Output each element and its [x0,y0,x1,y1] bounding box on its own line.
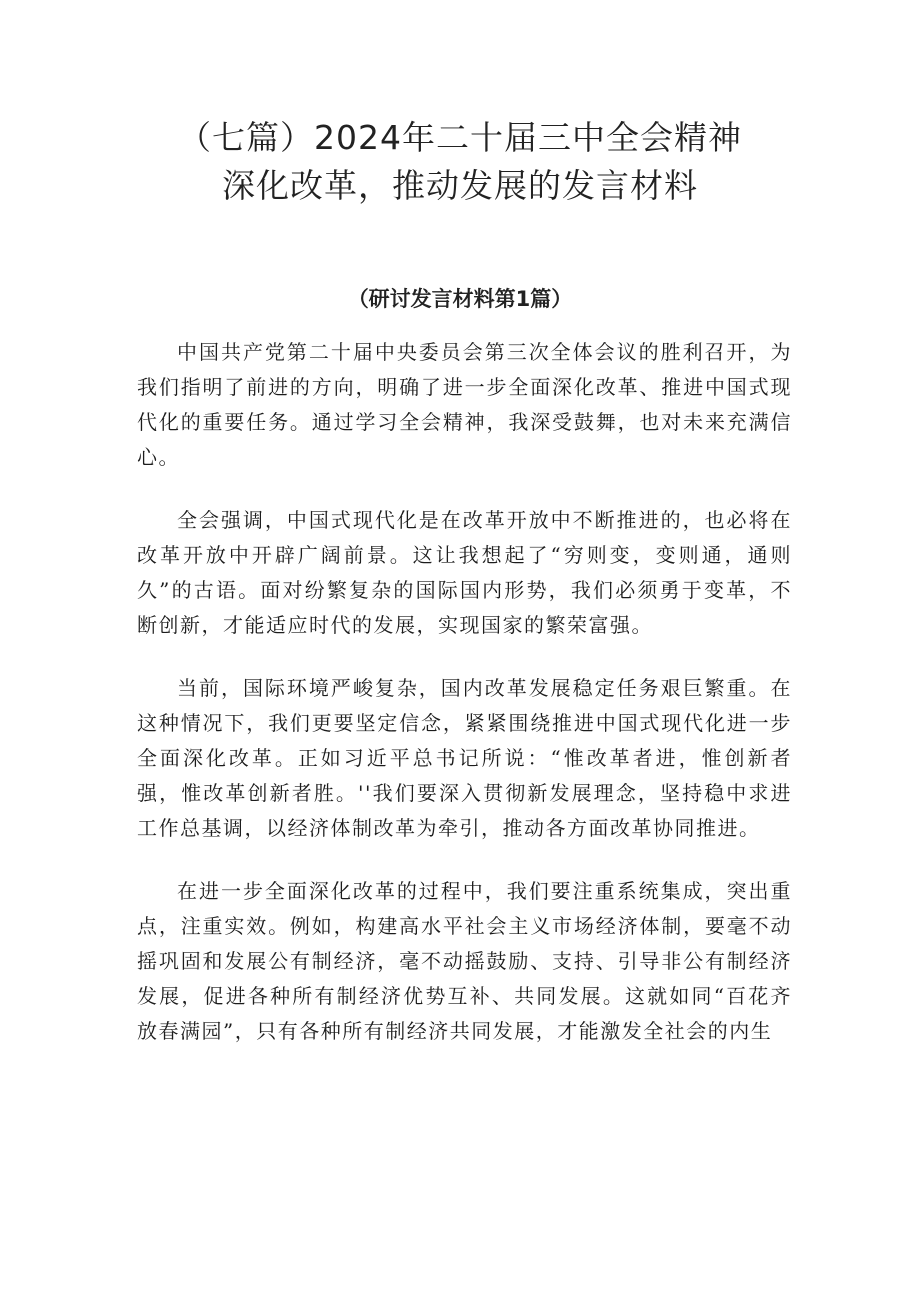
document-title-line-2: 深化改革，推动发展的发言材料 [222,166,698,205]
document-title-line-1: （七篇）2024年二十届三中全会精神 [178,118,742,157]
paragraph-4: 在进一步全面深化改革的过程中，我们要注重系统集成，突出重点，注重实效。例如，构建高水平社会主义市场经济体制，要毫不动摇巩固和发展公有制经济，毫不动摇鼓励、支持、引导非公有制经济发展，促进各种所有制经济优势互补、共同发展。这就如同“百花齐放春满园”，只有各种所有制经济共同发展，才能激发全社会的内生 [137,879,792,1043]
paragraph-2: 全会强调，中国式现代化是在改革开放中不断推进的，也必将在改革开放中开辟广阔前景。这让我想起了“穷则变，变则通，通则久”的古语。面对纷繁复杂的国际国内形势，我们必须勇于变革，不断创新，才能适应时代的发展，实现国家的繁荣富强。 [137,508,792,637]
paragraph-1: 中国共产党第二十届中央委员会第三次全体会议的胜利召开，为我们指明了前进的方向，明确了进一步全面深化改革、推进中国式现代化的重要任务。通过学习全会精神，我深受鼓舞，也对未来充满信心。 [137,340,792,469]
document-body [137,335,792,1077]
paragraph-3: 当前，国际环境严峻复杂，国内改革发展稳定任务艰巨繁重。在这种情况下，我们更要坚定信念，紧紧围绕推进中国式现代化进一步全面深化改革。正如习近平总书记所说：“惟改革者进，惟创新者强，惟改革创新者胜。''我们要深入贯彻新发展理念，坚持稳中求进工作总基调，以经济体制改革为牵引，推动各方面改革协同推进。 [137,676,792,840]
document-subtitle: （研讨发言材料第1篇） [347,287,573,311]
